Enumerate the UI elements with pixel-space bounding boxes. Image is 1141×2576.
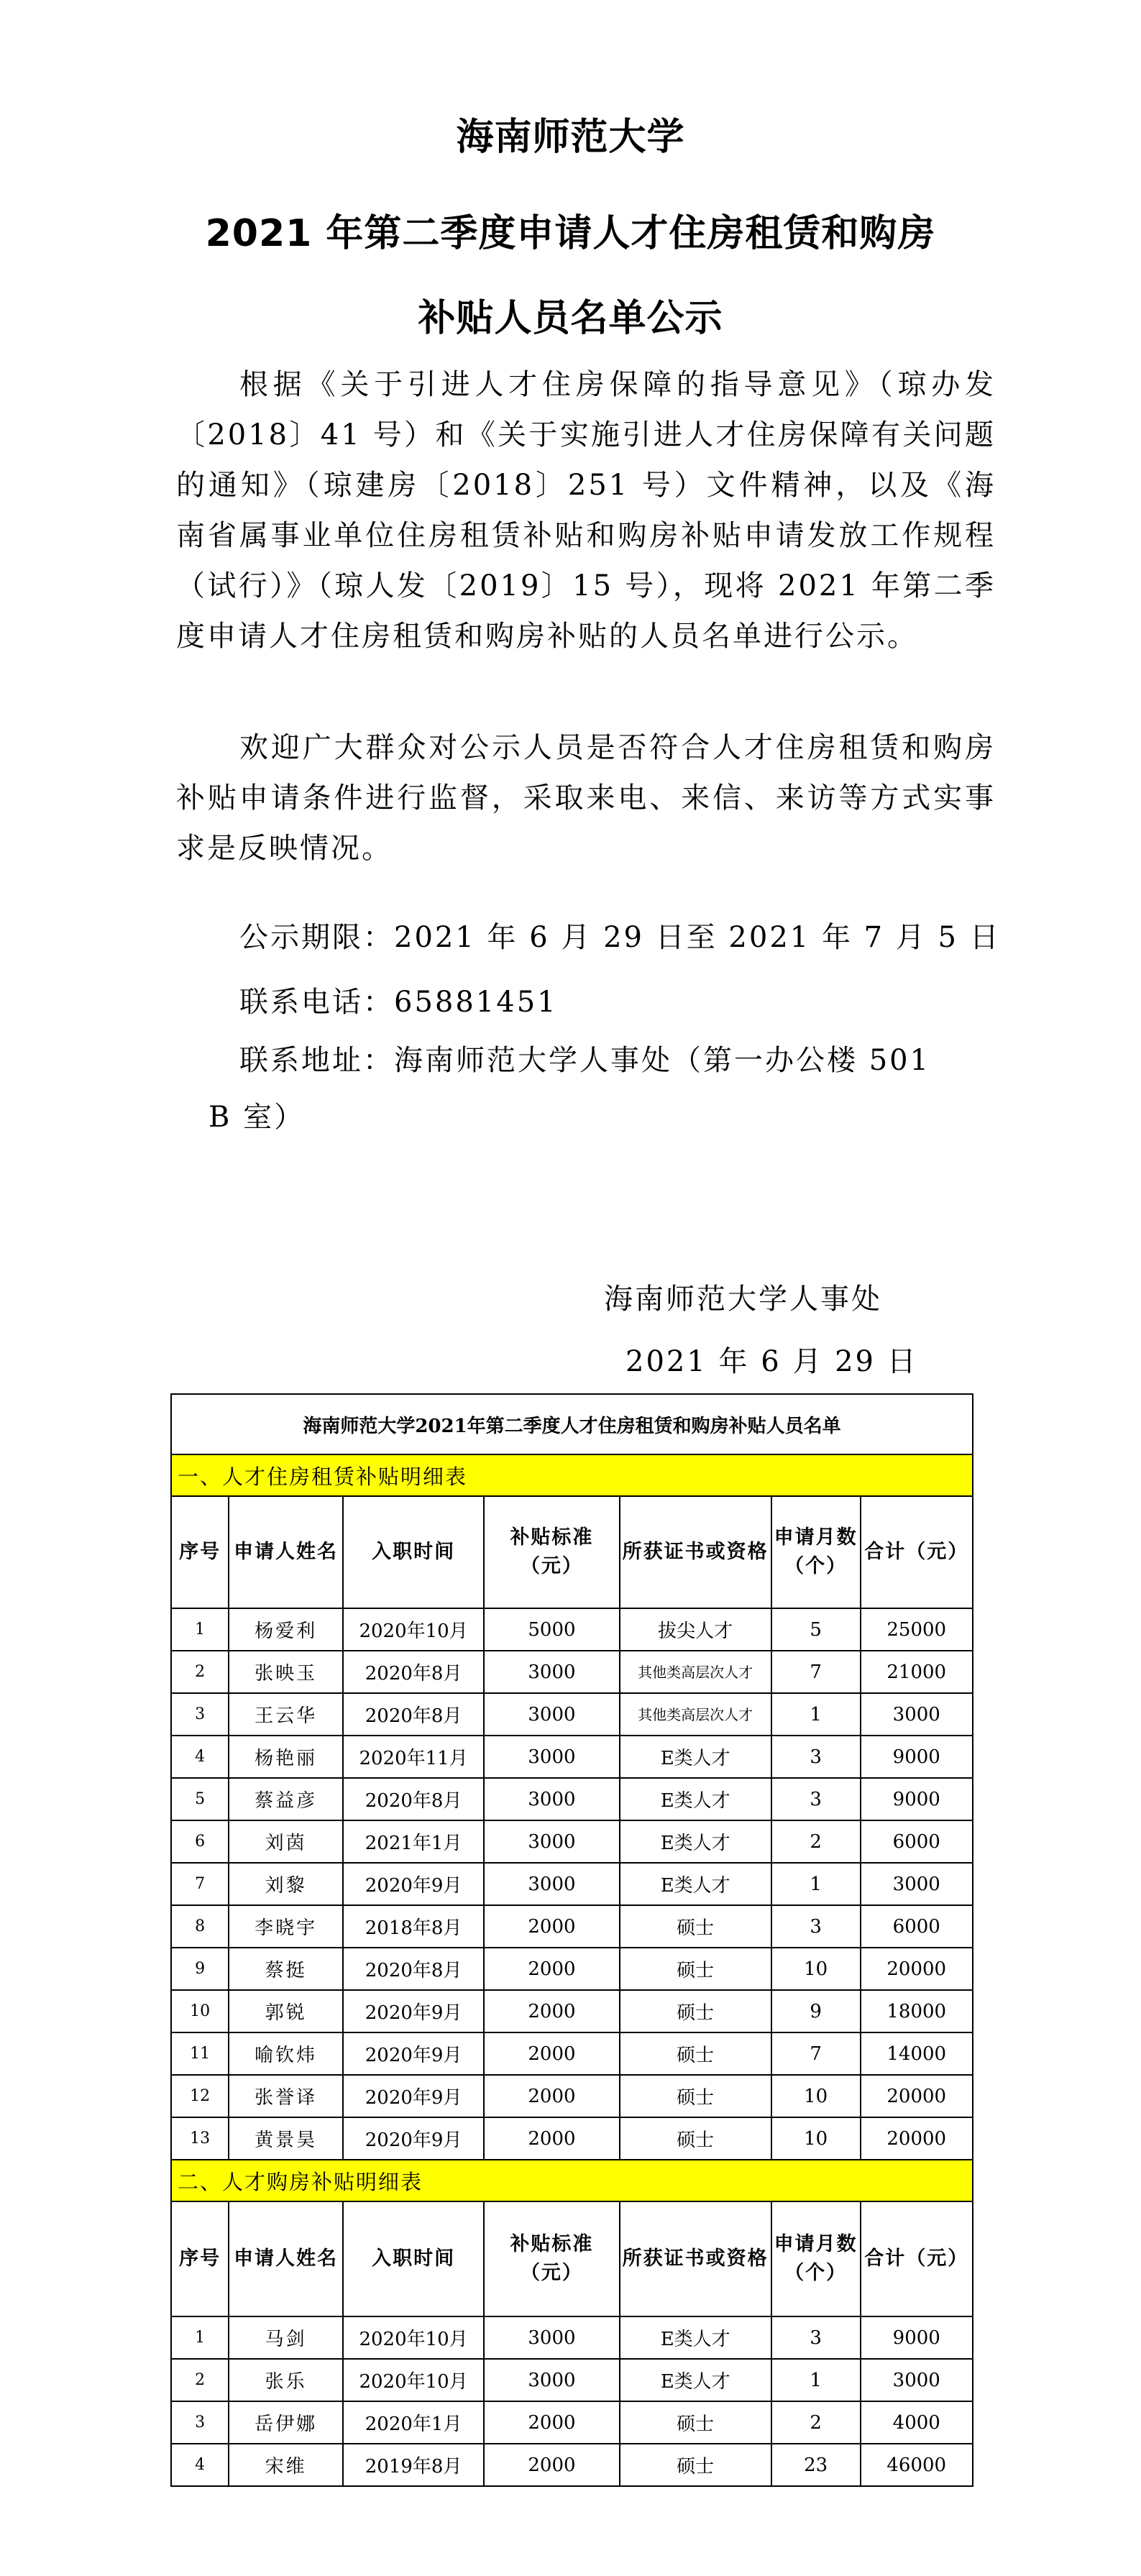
cell-qualification: 硕士: [620, 2032, 771, 2075]
cell-name: 张乐: [229, 2359, 343, 2401]
cell-qualification: E类人才: [620, 1820, 771, 1863]
cell-date: 2020年9月: [343, 2075, 485, 2117]
cell-standard: 2000: [484, 1905, 619, 1948]
cell-standard: 2000: [484, 2075, 619, 2117]
cell-name: 岳伊娜: [229, 2401, 343, 2444]
cell-months: 10: [771, 2117, 861, 2160]
cell-standard: 3000: [484, 1778, 619, 1820]
cell-total: 6000: [861, 1820, 973, 1863]
cell-months: 10: [771, 2075, 861, 2117]
cell-months: 3: [771, 1778, 861, 1820]
col-header-name: 申请人姓名: [229, 1496, 343, 1608]
cell-name: 杨艳丽: [229, 1736, 343, 1778]
cell-standard: 3000: [484, 1736, 619, 1778]
cell-name: 刘黎: [229, 1863, 343, 1905]
title-line-2: 2021 年第二季度申请人才住房租赁和购房: [205, 212, 936, 255]
cell-date: 2019年8月: [343, 2444, 485, 2486]
table-row: [171, 2444, 973, 2486]
cell-no: 3: [171, 2401, 229, 2444]
cell-name: 李晓宇: [229, 1905, 343, 1948]
cell-months: 3: [771, 1905, 861, 1948]
cell-name: 刘茵: [229, 1820, 343, 1863]
cell-qualification: E类人才: [620, 1778, 771, 1820]
cell-no: 4: [171, 2444, 229, 2486]
cell-months: 1: [771, 1863, 861, 1905]
cell-qualification: 硕士: [620, 2401, 771, 2444]
cell-total: 20000: [861, 2075, 973, 2117]
table-row: [171, 1651, 973, 1693]
cell-name: 张誉译: [229, 2075, 343, 2117]
table-row: [171, 2401, 973, 2444]
cell-name: 王云华: [229, 1693, 343, 1736]
col-header-months: 申请月数（个）: [771, 1496, 861, 1608]
cell-date: 2020年9月: [343, 1990, 485, 2032]
col-header-months: 申请月数（个）: [771, 2201, 861, 2316]
table-row: [171, 2117, 973, 2160]
table-row: [171, 2032, 973, 2075]
intro-paragraph: 根据《关于引进人才住房保障的指导意见》（琼办发〔2018〕41 号）和《关于实施引进人才住房保障有关问题的通知》（琼建房〔2018〕251 号）文件精神，以及《海南省属事业单位住房租赁补贴和购房补贴申请发放工作规程（试行）》（琼人发〔2019〕15 号），现将 2021 年第二季度申请人才住房租赁和购房补贴的人员名单进行公示。: [176, 368, 996, 653]
title-line-1: 海南师范大学: [456, 116, 685, 159]
supervision-paragraph: 欢迎广大群众对公示人员是否符合人才住房租赁和购房补贴申请条件进行监督，采取来电、来信、来访等方式实事求是反映情况。: [176, 731, 996, 865]
col-header-no: 序号: [171, 2201, 229, 2316]
table-row: [171, 2075, 973, 2117]
col-header-date: 入职时间: [343, 1496, 485, 1608]
table-row: [171, 2316, 973, 2359]
cell-date: 2020年9月: [343, 1863, 485, 1905]
cell-total: 9000: [861, 1736, 973, 1778]
cell-total: 18000: [861, 1990, 973, 2032]
cell-months: 2: [771, 2401, 861, 2444]
cell-total: 9000: [861, 1778, 973, 1820]
col-header-standard: 补贴标准（元）: [484, 1496, 619, 1608]
cell-date: 2020年10月: [343, 2359, 485, 2401]
cell-qualification: 硕士: [620, 2444, 771, 2486]
cell-name: 蔡益彦: [229, 1778, 343, 1820]
cell-months: 7: [771, 1651, 861, 1693]
notice-period: 公示期限：2021 年 6 月 29 日至 2021 年 7 月 5 日: [239, 921, 1001, 954]
cell-date: 2021年1月: [343, 1820, 485, 1863]
cell-total: 9000: [861, 2316, 973, 2359]
cell-no: 9: [171, 1948, 229, 1990]
cell-total: 21000: [861, 1651, 973, 1693]
cell-standard: 2000: [484, 2117, 619, 2160]
col-header-qualification: 所获证书或资格: [620, 1496, 771, 1608]
cell-total: 46000: [861, 2444, 973, 2486]
cell-date: 2020年10月: [343, 1608, 485, 1651]
table-row: [171, 1820, 973, 1863]
cell-months: 2: [771, 1820, 861, 1863]
signature-office: 海南师范大学人事处: [604, 1283, 882, 1316]
cell-months: 1: [771, 1693, 861, 1736]
col-header-total: 合计（元）: [861, 1496, 973, 1608]
cell-months: 23: [771, 2444, 861, 2486]
title-line-3: 补贴人员名单公示: [418, 297, 723, 340]
cell-qualification: 硕士: [620, 1905, 771, 1948]
cell-standard: 3000: [484, 2359, 619, 2401]
cell-date: 2020年8月: [343, 1778, 485, 1820]
cell-standard: 2000: [484, 2444, 619, 2486]
table-title-row: [171, 1394, 973, 1454]
cell-total: 3000: [861, 1863, 973, 1905]
cell-months: 5: [771, 1608, 861, 1651]
purchase-header-row: [171, 2201, 973, 2316]
table-row: [171, 1863, 973, 1905]
cell-no: 10: [171, 1990, 229, 2032]
cell-date: 2020年8月: [343, 1651, 485, 1693]
subsidy-roster-table: [170, 1393, 973, 2487]
cell-name: 喻钦炜: [229, 2032, 343, 2075]
cell-months: 9: [771, 1990, 861, 2032]
cell-standard: 2000: [484, 1948, 619, 1990]
cell-total: 25000: [861, 1608, 973, 1651]
cell-total: 14000: [861, 2032, 973, 2075]
cell-no: 4: [171, 1736, 229, 1778]
cell-name: 杨爱利: [229, 1608, 343, 1651]
rental-section-title: 一、人才住房租赁补贴明细表: [171, 1454, 973, 1496]
cell-standard: 2000: [484, 1990, 619, 2032]
purchase-section-title: 二、人才购房补贴明细表: [171, 2160, 973, 2201]
cell-qualification: 其他类高层次人才: [620, 1651, 771, 1693]
cell-no: 12: [171, 2075, 229, 2117]
purchase-section-row: [171, 2160, 973, 2201]
cell-total: 20000: [861, 2117, 973, 2160]
cell-months: 7: [771, 2032, 861, 2075]
cell-standard: 3000: [484, 1820, 619, 1863]
cell-name: 宋维: [229, 2444, 343, 2486]
cell-date: 2020年8月: [343, 1693, 485, 1736]
cell-no: 1: [171, 2316, 229, 2359]
rental-header-row: [171, 1496, 973, 1608]
table-title: 海南师范大学2021年第二季度人才住房租赁和购房补贴人员名单: [171, 1394, 973, 1454]
cell-qualification: E类人才: [620, 1736, 771, 1778]
cell-standard: 3000: [484, 1693, 619, 1736]
cell-name: 马剑: [229, 2316, 343, 2359]
cell-total: 4000: [861, 2401, 973, 2444]
table-row: [171, 1736, 973, 1778]
cell-qualification: 硕士: [620, 1948, 771, 1990]
cell-qualification: 其他类高层次人才: [620, 1693, 771, 1736]
table-row: [171, 2359, 973, 2401]
cell-no: 11: [171, 2032, 229, 2075]
cell-total: 3000: [861, 1693, 973, 1736]
cell-name: 张映玉: [229, 1651, 343, 1693]
cell-standard: 3000: [484, 1651, 619, 1693]
cell-date: 2020年11月: [343, 1736, 485, 1778]
cell-standard: 3000: [484, 1863, 619, 1905]
cell-total: 20000: [861, 1948, 973, 1990]
col-header-name: 申请人姓名: [229, 2201, 343, 2316]
cell-name: 黄景昊: [229, 2117, 343, 2160]
table-row: [171, 1990, 973, 2032]
table-row: [171, 1905, 973, 1948]
cell-date: 2020年8月: [343, 1948, 485, 1990]
col-header-qualification: 所获证书或资格: [620, 2201, 771, 2316]
col-header-standard: 补贴标准（元）: [484, 2201, 619, 2316]
rental-section-row: [171, 1454, 973, 1496]
cell-qualification: E类人才: [620, 1863, 771, 1905]
contact-address: 联系地址：海南师范大学人事处（第一办公楼 501: [239, 1044, 931, 1077]
cell-total: 3000: [861, 2359, 973, 2401]
cell-qualification: 硕士: [620, 1990, 771, 2032]
cell-months: 3: [771, 1736, 861, 1778]
cell-standard: 2000: [484, 2032, 619, 2075]
cell-no: 13: [171, 2117, 229, 2160]
contact-address-cont: B 室）: [209, 1101, 306, 1134]
cell-qualification: 拔尖人才: [620, 1608, 771, 1651]
cell-no: 2: [171, 2359, 229, 2401]
cell-date: 2020年9月: [343, 2032, 485, 2075]
col-header-date: 入职时间: [343, 2201, 485, 2316]
contact-phone: 联系电话：65881451: [239, 986, 558, 1019]
cell-no: 7: [171, 1863, 229, 1905]
col-header-no: 序号: [171, 1496, 229, 1608]
cell-no: 8: [171, 1905, 229, 1948]
cell-standard: 5000: [484, 1608, 619, 1651]
cell-months: 3: [771, 2316, 861, 2359]
cell-qualification: 硕士: [620, 2075, 771, 2117]
cell-months: 1: [771, 2359, 861, 2401]
signature-date: 2021 年 6 月 29 日: [626, 1345, 918, 1378]
cell-name: 郭锐: [229, 1990, 343, 2032]
table-row: [171, 1948, 973, 1990]
table-row: [171, 1778, 973, 1820]
cell-months: 10: [771, 1948, 861, 1990]
cell-qualification: 硕士: [620, 2117, 771, 2160]
cell-date: 2018年8月: [343, 1905, 485, 1948]
cell-date: 2020年9月: [343, 2117, 485, 2160]
cell-no: 2: [171, 1651, 229, 1693]
cell-no: 5: [171, 1778, 229, 1820]
cell-qualification: E类人才: [620, 2359, 771, 2401]
col-header-total: 合计（元）: [861, 2201, 973, 2316]
cell-no: 3: [171, 1693, 229, 1736]
table-row: [171, 1693, 973, 1736]
cell-date: 2020年1月: [343, 2401, 485, 2444]
cell-standard: 3000: [484, 2316, 619, 2359]
cell-no: 6: [171, 1820, 229, 1863]
cell-date: 2020年10月: [343, 2316, 485, 2359]
cell-standard: 2000: [484, 2401, 619, 2444]
cell-qualification: E类人才: [620, 2316, 771, 2359]
cell-total: 6000: [861, 1905, 973, 1948]
table-row: [171, 1608, 973, 1651]
cell-name: 蔡挺: [229, 1948, 343, 1990]
cell-no: 1: [171, 1608, 229, 1651]
